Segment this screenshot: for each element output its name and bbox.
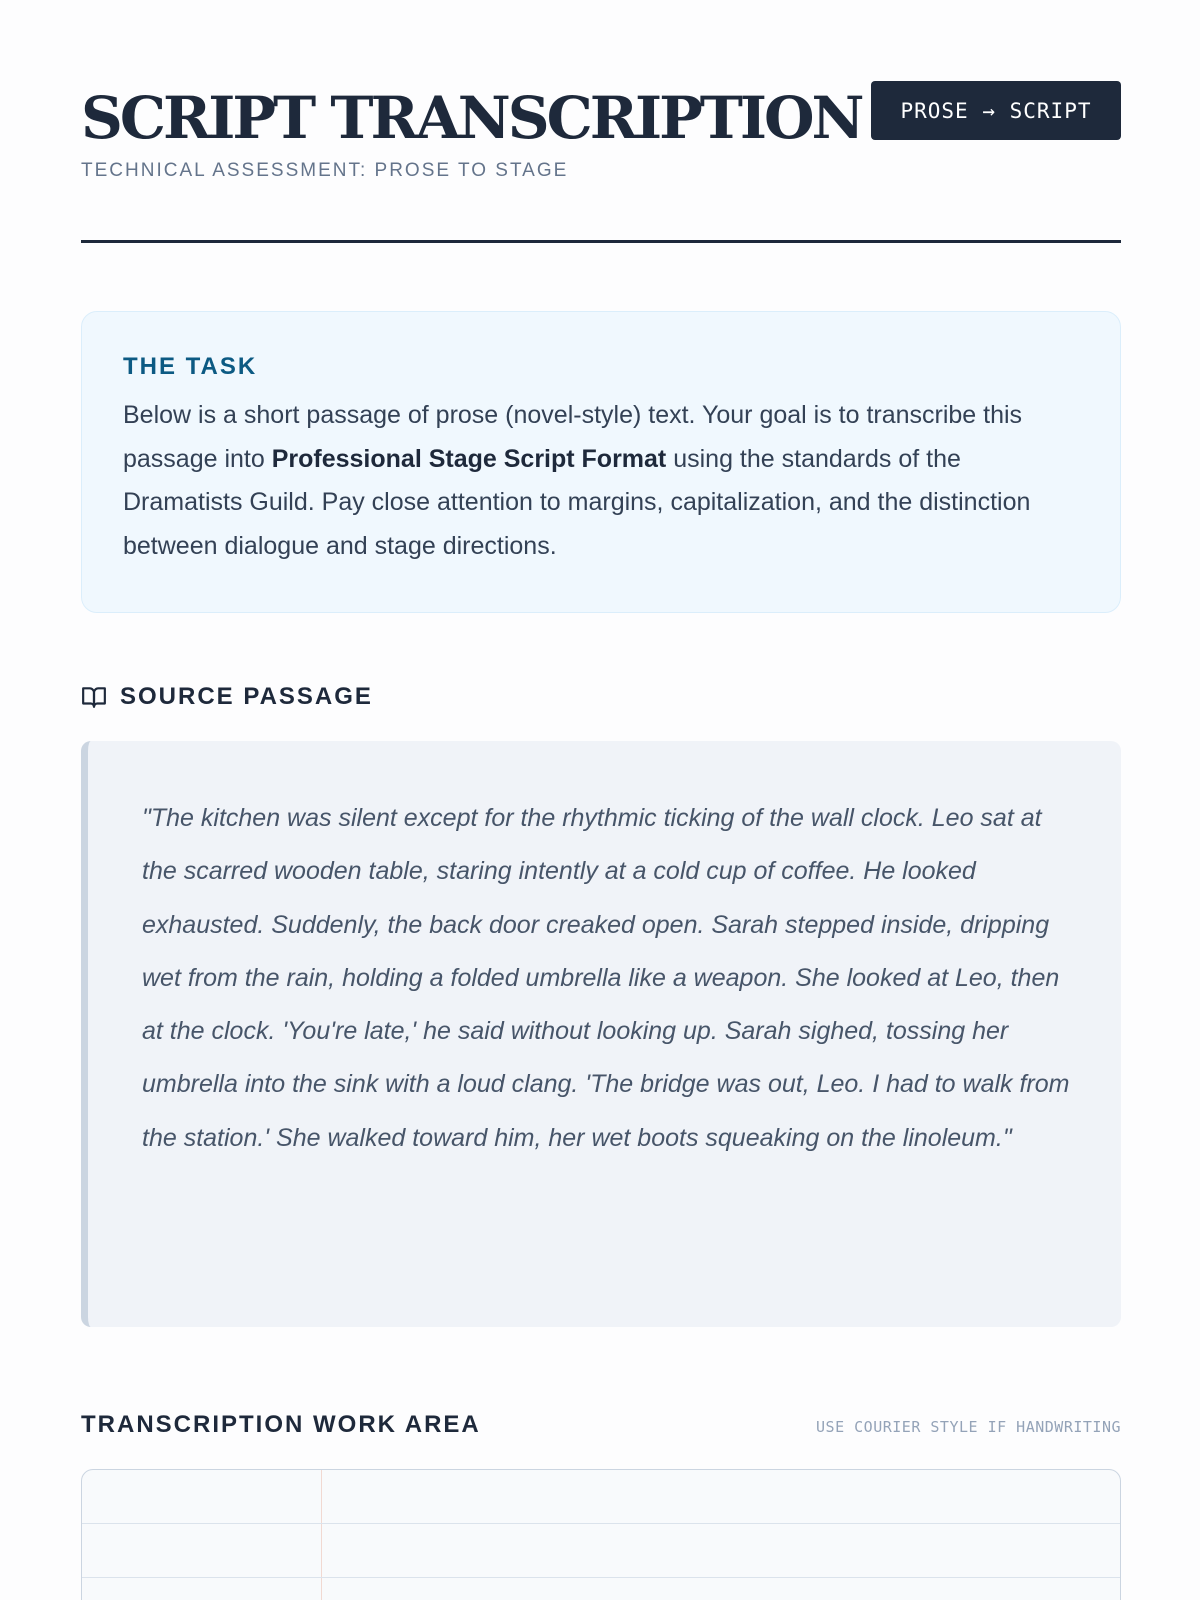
task-text-end: using the standards of the Dramatists Guild. Pay close attention to margins, capitalization, and the distinction between dialogue and stage directions. (123, 444, 1031, 560)
source-passage (81, 741, 1121, 1327)
work-area-heading: TRANSCRIPTION WORK AREA (81, 1411, 481, 1438)
source-passage-text: "The kitchen was silent except for the rhythmic ticking of the wall clock. Leo sat at the scarred wooden table, staring intently at a cold cup of coffee. He looked exhausted. Suddenly, the back door creaked open. Sarah stepped inside, dripping wet from the rain, holding a folded umbrella like a weapon. She looked at Leo, then at the clock. 'You're late,' he said without looking up. Sarah sighed, tossing her umbrella into the sink with a loud clang. 'The bridge was out, Leo. I had to walk from the station.' She walked toward him, her wet boots squeaking on the linoleum." (142, 804, 1070, 1152)
header-divider (81, 240, 1121, 243)
line-cell[interactable] (322, 1578, 1120, 1600)
character-cell[interactable] (82, 1524, 322, 1577)
task-heading: THE TASK (123, 353, 258, 380)
prose-to-script-badge[interactable]: PROSE → SCRIPT (871, 81, 1121, 140)
line-cell[interactable] (322, 1524, 1120, 1577)
task-box (81, 311, 1121, 613)
source-passage-header (81, 682, 373, 712)
work-row[interactable] (82, 1578, 1120, 1600)
character-cell[interactable] (82, 1470, 322, 1523)
work-row[interactable] (82, 1470, 1120, 1524)
work-area-hint: USE COURIER STYLE IF HANDWRITING (816, 1418, 1121, 1436)
transcription-work-area[interactable] (81, 1469, 1121, 1600)
task-text-start: Below is a short passage of prose (novel-style) text. Your goal is to transcribe this passage into (123, 401, 1023, 473)
page-title: SCRIPT TRANSCRIPTION (81, 84, 862, 152)
task-text-emphasis: Professional Stage Script Format (271, 444, 667, 473)
character-cell[interactable] (82, 1578, 322, 1600)
work-row[interactable] (82, 1524, 1120, 1578)
page-subtitle: TECHNICAL ASSESSMENT: PROSE TO STAGE (81, 160, 569, 181)
source-passage-heading: SOURCE PASSAGE (120, 683, 373, 710)
task-description (123, 394, 1079, 568)
line-cell[interactable] (322, 1470, 1120, 1523)
book-open-icon (81, 684, 107, 710)
page (81, 0, 1121, 1600)
